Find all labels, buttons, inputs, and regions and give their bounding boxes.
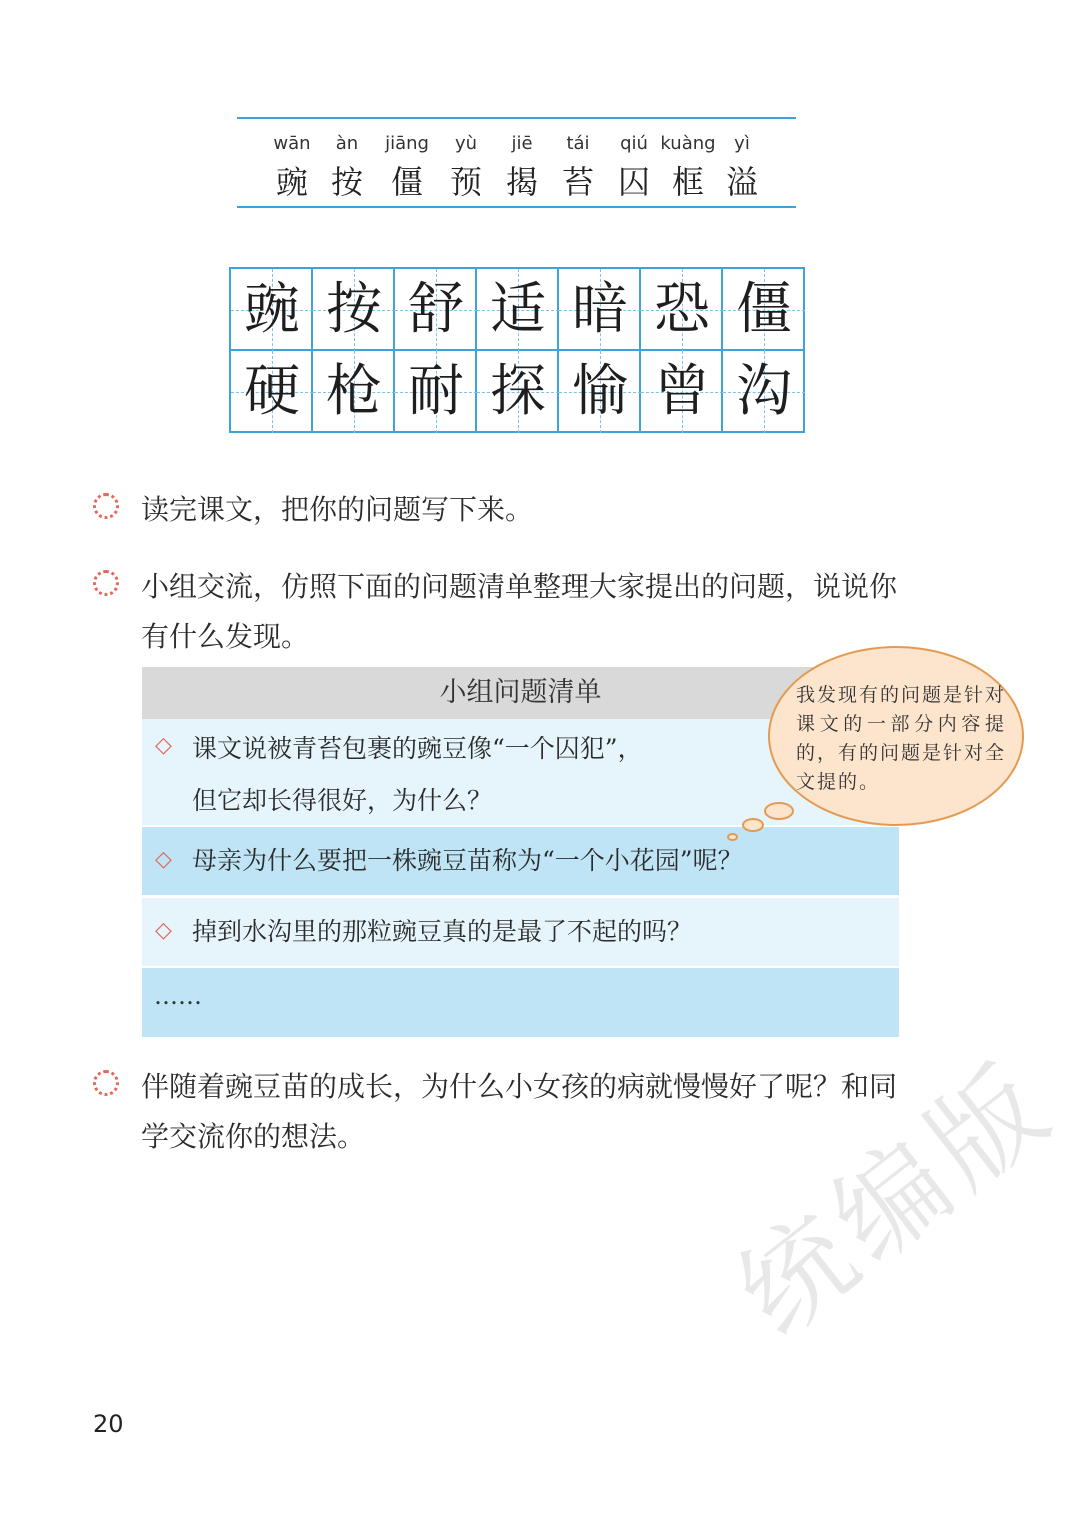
page-number: 20 [93, 1410, 124, 1438]
grid-cell: 恐 [641, 269, 723, 351]
character-writing-grid [229, 267, 805, 433]
question-text-line1: 课文说被青苔包裹的豌豆像“一个囚犯”， [192, 734, 643, 763]
grid-cell: 愉 [559, 351, 641, 433]
diamond-bullet-icon: ◇ [155, 733, 172, 758]
grid-cell: 豌 [231, 269, 313, 351]
question-list-title: 小组问题清单 [142, 667, 899, 719]
grid-cell: 暗 [559, 269, 641, 351]
thought-bubble-tail [764, 802, 794, 820]
task-2-text-line1: 小组交流，仿照下面的问题清单整理大家提出的问题，说说你 [141, 570, 898, 603]
grid-cell: 僵 [723, 269, 805, 351]
question-row [142, 898, 899, 966]
grid-cell: 探 [477, 351, 559, 433]
thought-bubble-tail [727, 833, 738, 841]
task-2-text-line2: 有什么发现。 [141, 620, 310, 653]
grid-cell: 耐 [395, 351, 477, 433]
task-3-text-line2: 学交流你的想法。 [141, 1120, 366, 1153]
circle-bullet-icon [93, 570, 119, 596]
grid-cell: 枪 [313, 351, 395, 433]
watermark-text: 统编版 [714, 1037, 1078, 1360]
question-text: 母亲为什么要把一株豌豆苗称为“一个小花园”呢？ [192, 846, 743, 875]
task-3-text-line1: 伴随着豌豆苗的成长，为什么小女孩的病就慢慢好了呢？和同 [141, 1070, 898, 1103]
diamond-bullet-icon: ◇ [155, 918, 172, 943]
ellipsis-text: …… [154, 982, 202, 1010]
grid-cell: 曾 [641, 351, 723, 433]
grid-cell: 适 [477, 269, 559, 351]
question-text-line2: 但它却长得很好，为什么？ [192, 786, 493, 815]
question-row-more [142, 968, 899, 1037]
circle-bullet-icon [93, 493, 119, 519]
question-row [142, 827, 899, 895]
grid-cell: 沟 [723, 351, 805, 433]
diamond-bullet-icon: ◇ [155, 847, 172, 872]
thought-bubble-text: 我发现有的问题是针对课文的一部分内容提的，有的问题是针对全文提的。 [796, 684, 1007, 793]
question-text: 掉到水沟里的那粒豌豆真的是最了不起的吗？ [192, 917, 693, 946]
grid-cell: 硬 [231, 351, 313, 433]
circle-bullet-icon [93, 1070, 119, 1096]
grid-cell: 舒 [395, 269, 477, 351]
task-1-text: 读完课文，把你的问题写下来。 [141, 493, 534, 526]
pinyin-vocabulary-strip: wān 豌 àn 按 jiāng 僵 yù 预 jiē 揭 tái 苔 qiú 囚 kuàng 框 yì 溢 [237, 117, 796, 208]
thought-bubble-tail [742, 818, 764, 832]
grid-cell: 按 [313, 269, 395, 351]
